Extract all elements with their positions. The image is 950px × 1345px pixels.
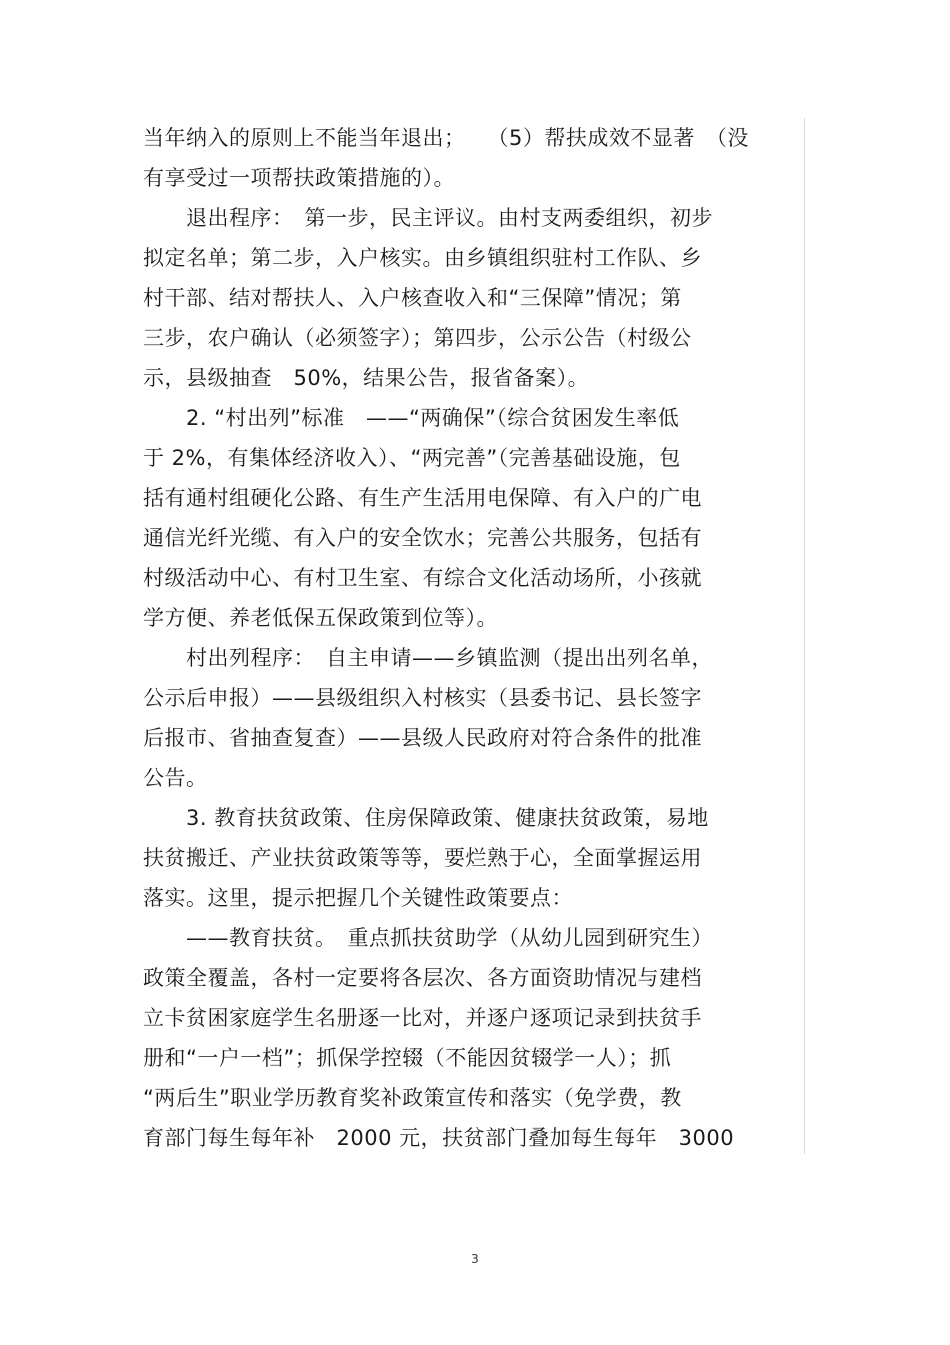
text-line-16: 后报市、省抽查复查）——县级人民政府对符合条件的批准 bbox=[143, 726, 702, 750]
text-line-3: 退出程序： 第一步，民主评议。由村支两委组织，初步 bbox=[143, 206, 713, 230]
text-line-14: 村出列程序： 自主申请——乡镇监测（提出出列名单， bbox=[143, 646, 713, 670]
text-line-19: 扶贫搬迁、产业扶贫政策等等，要烂熟于心，全面掌握运用 bbox=[143, 846, 702, 870]
text-line-8: 2. “村出列”标准 ——“两确保”（综合贫困发生率低 bbox=[143, 406, 680, 430]
text-line-13: 学方便、养老低保五保政策到位等）。 bbox=[143, 606, 498, 630]
text-line-4: 拟定名单；第二步，入户核实。由乡镇组织驻村工作队、乡 bbox=[143, 246, 702, 270]
document-body bbox=[143, 118, 805, 1154]
text-line-10: 括有通村组硬化公路、有生产生活用电保障、有入户的广电 bbox=[143, 486, 702, 510]
text-line-2: 有享受过一项帮扶政策措施的）。 bbox=[143, 166, 455, 190]
text-line-1: 当年纳入的原则上不能当年退出； （5）帮扶成效不显著 （没 bbox=[143, 126, 749, 150]
text-line-6: 三步，农户确认（必须签字）；第四步，公示公告（村级公 bbox=[143, 326, 692, 350]
text-line-21: ——教育扶贫。 重点抓扶贫助学（从幼儿园到研究生） bbox=[143, 926, 713, 950]
text-line-12: 村级活动中心、有村卫生室、有综合文化活动场所，小孩就 bbox=[143, 566, 702, 590]
text-line-24: 册和“一户一档”；抓保学控辍（不能因贫辍学一人）；抓 bbox=[143, 1046, 672, 1070]
text-line-22: 政策全覆盖，各村一定要将各层次、各方面资助情况与建档 bbox=[143, 966, 702, 990]
text-line-20: 落实。这里，提示把握几个关键性政策要点： bbox=[143, 886, 573, 910]
text-line-18: 3. 教育扶贫政策、住房保障政策、健康扶贫政策，易地 bbox=[143, 806, 709, 830]
text-line-9: 于 2%，有集体经济收入）、“两完善”（完善基础设施，包 bbox=[143, 446, 681, 470]
text-line-17: 公告。 bbox=[143, 766, 208, 790]
page-number: 3 bbox=[471, 1252, 479, 1266]
text-line-7: 示，县级抽查 50%，结果公告，报省备案）。 bbox=[143, 366, 590, 390]
text-line-25: “两后生”职业学历教育奖补政策宣传和落实（免学费，教 bbox=[143, 1086, 682, 1110]
text-line-11: 通信光纤光缆、有入户的安全饮水；完善公共服务，包括有 bbox=[143, 526, 702, 550]
text-line-15: 公示后申报）——县级组织入村核实（县委书记、县长签字 bbox=[143, 686, 702, 710]
text-line-5: 村干部、结对帮扶人、入户核查收入和“三保障”情况；第 bbox=[143, 286, 682, 310]
text-line-26: 育部门每生每年补 2000 元，扶贫部门叠加每生每年 3000 bbox=[143, 1126, 735, 1150]
text-line-23: 立卡贫困家庭学生名册逐一比对，并逐户逐项记录到扶贫手 bbox=[143, 1006, 702, 1030]
